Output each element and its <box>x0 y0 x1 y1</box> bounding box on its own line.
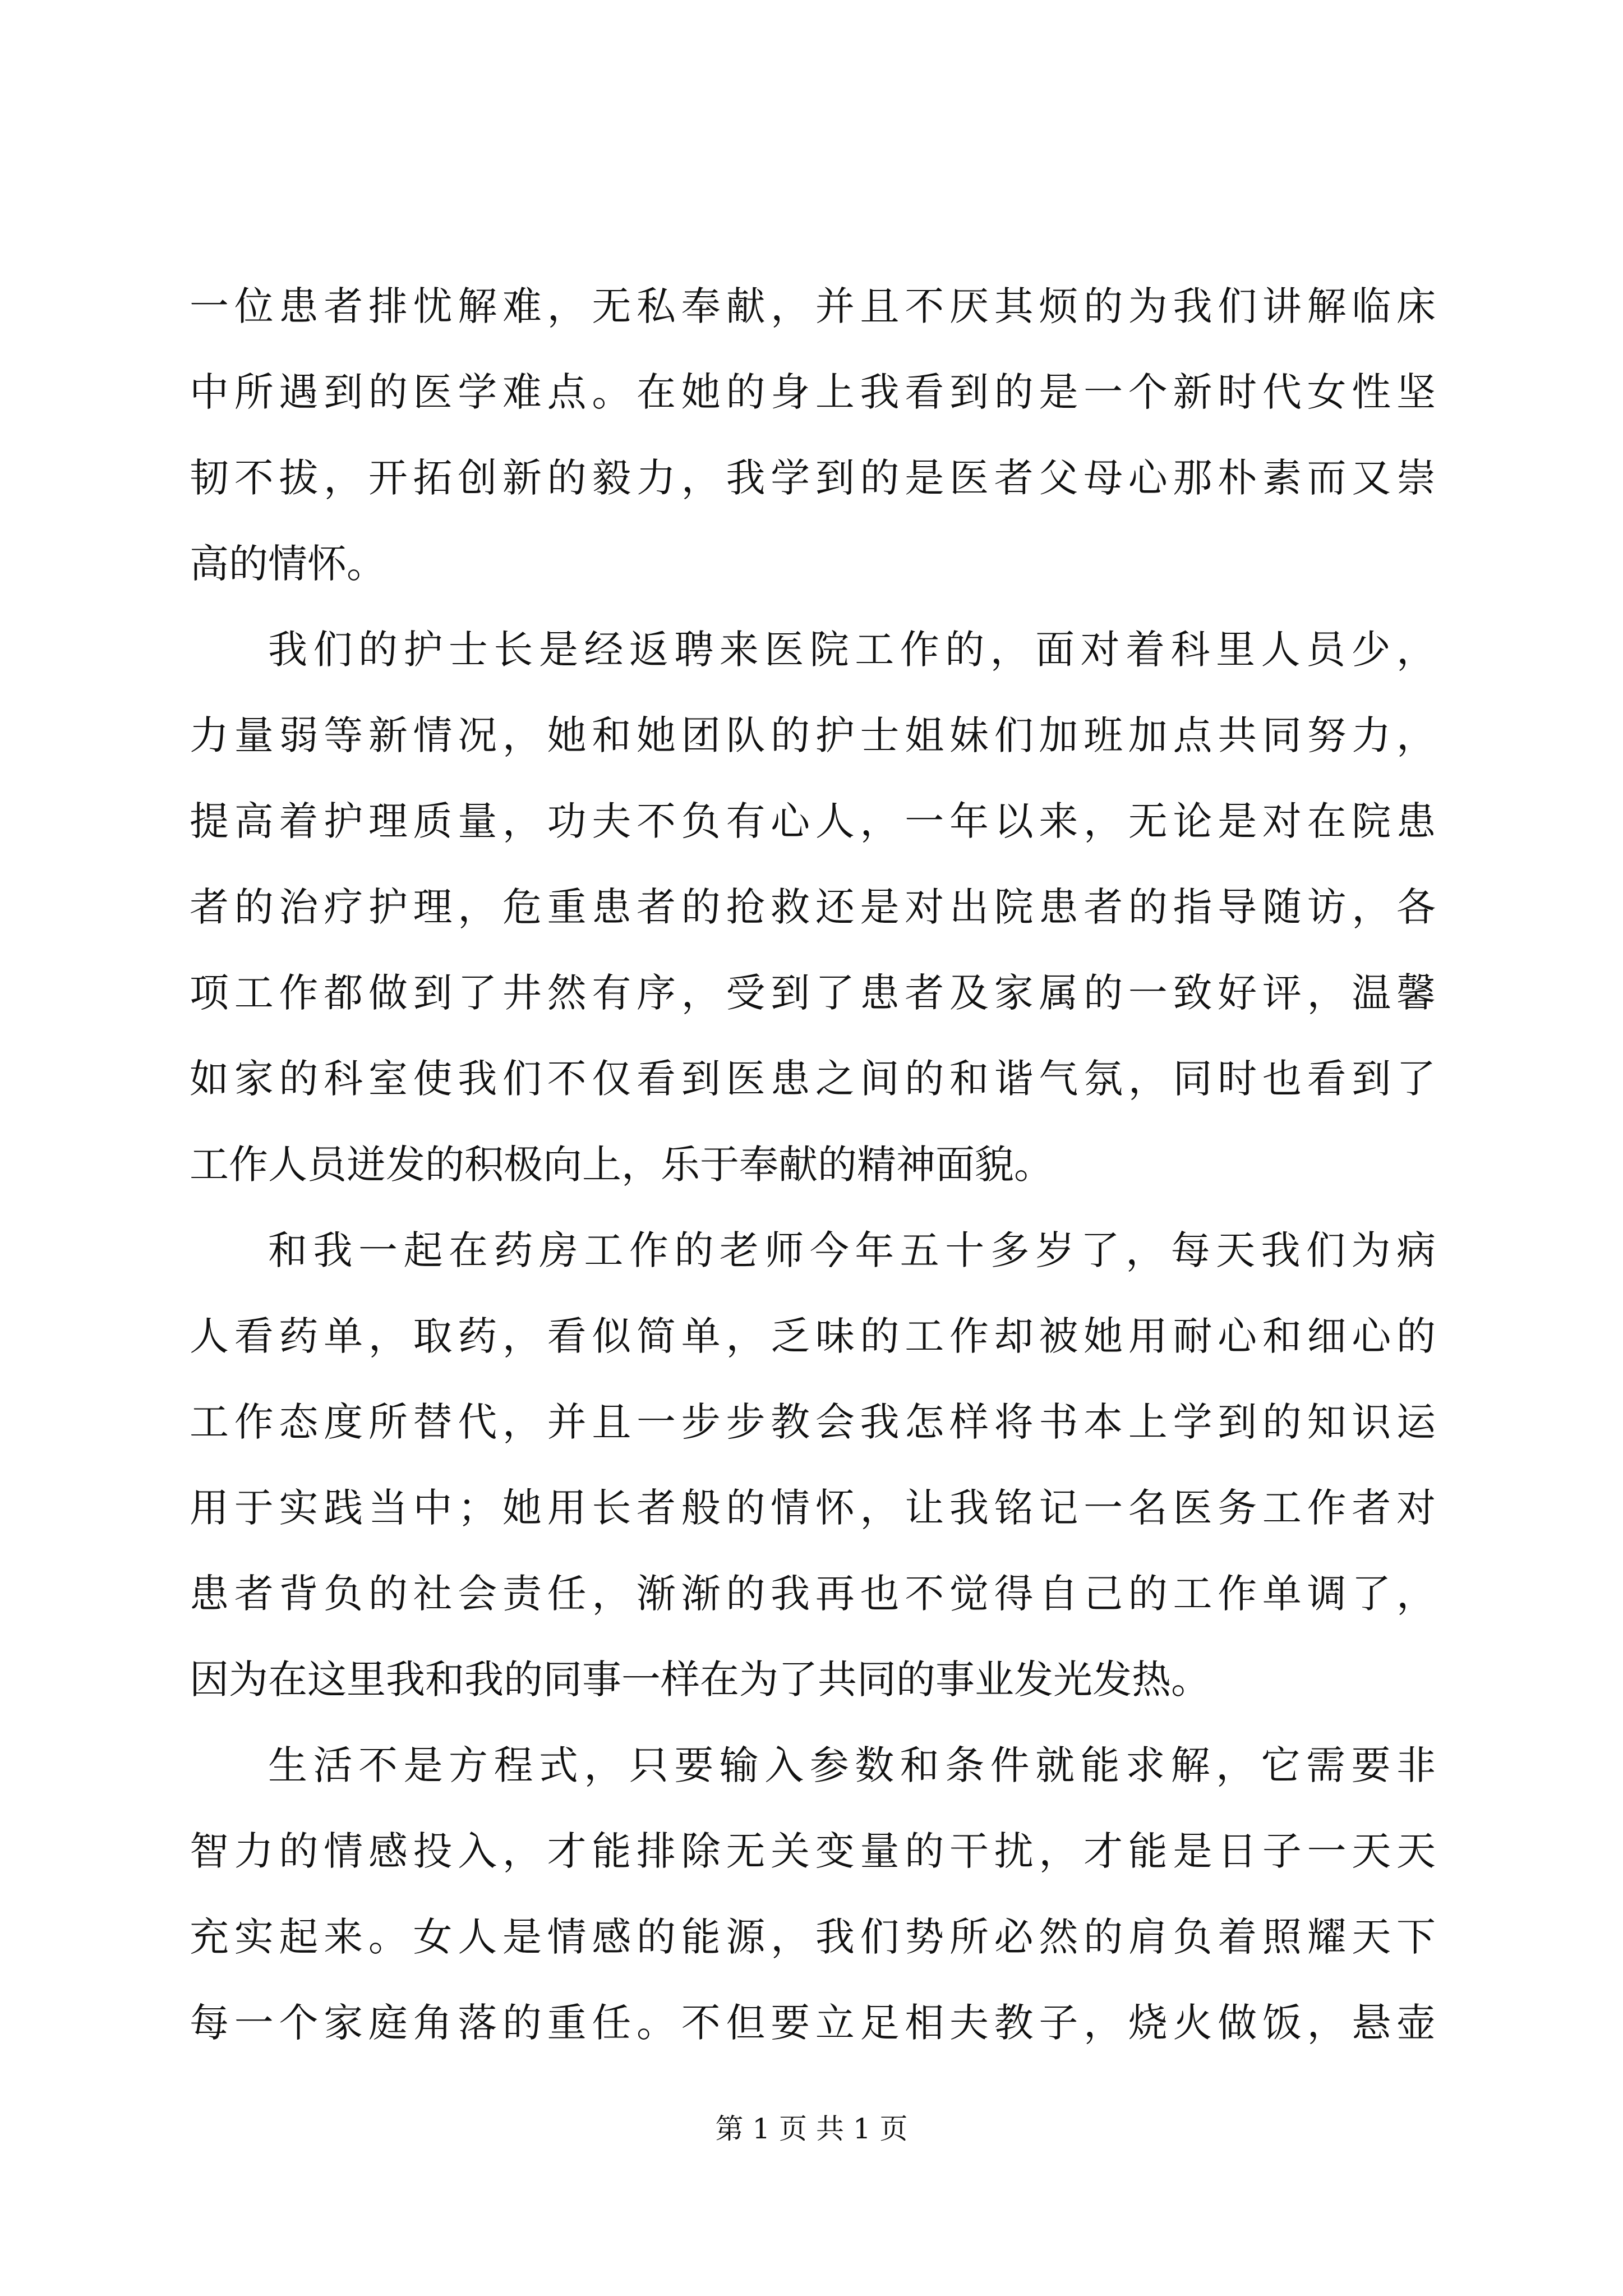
paragraph-first-line: 生活不是方程式，只要输入参数和条件就能求解，它需要非 <box>268 1742 1436 1788</box>
text-line: 如家的科室使我们不仅看到医患之间的和谐气氛，同时也看到了 <box>190 1056 1436 1102</box>
paragraph-first-line: 和我一起在药房工作的老师今年五十多岁了，每天我们为病 <box>268 1227 1436 1273</box>
text-line: 项工作都做到了井然有序，受到了患者及家属的一致好评，温馨 <box>190 970 1436 1016</box>
text-line: 人看药单，取药，看似简单，乏味的工作却被她用耐心和细心的 <box>190 1313 1436 1359</box>
text-line: 高的情怀。 <box>190 541 386 587</box>
text-line: 工作态度所替代，并且一步步教会我怎样将书本上学到的知识运 <box>190 1399 1436 1445</box>
text-line: 智力的情感投入，才能排除无关变量的干扰，才能是日子一天天 <box>190 1828 1436 1874</box>
text-line: 充实起来。女人是情感的能源，我们势所必然的肩负着照耀天下 <box>190 1914 1436 1960</box>
text-line: 每一个家庭角落的重任。不但要立足相夫教子，烧火做饭，悬壶 <box>190 2000 1436 2046</box>
text-line: 因为在这里我和我的同事一样在为了共同的事业发光发热。 <box>190 1657 1210 1703</box>
text-line: 工作人员迸发的积极向上，乐于奉献的精神面貌。 <box>190 1142 1053 1188</box>
text-line: 提高着护理质量，功夫不负有心人，一年以来，无论是对在院患 <box>190 798 1436 844</box>
text-line: 力量弱等新情况，她和她团队的护士姐妹们加班加点共同努力， <box>190 712 1436 758</box>
text-line: 韧不拔，开拓创新的毅力，我学到的是医者父母心那朴素而又崇 <box>190 455 1436 501</box>
text-line: 者的治疗护理，危重患者的抢救还是对出院患者的指导随访，各 <box>190 884 1436 930</box>
paragraph-first-line: 我们的护士长是经返聘来医院工作的，面对着科里人员少， <box>268 627 1436 673</box>
text-line: 中所遇到的医学难点。在她的身上我看到的是一个新时代女性坚 <box>190 369 1436 415</box>
page-footer: 第 1 页 共 1 页 <box>715 2113 908 2145</box>
document-body <box>190 264 1436 2066</box>
text-line: 一位患者排忧解难，无私奉献，并且不厌其烦的为我们讲解临床 <box>190 283 1436 329</box>
text-line: 患者背负的社会责任，渐渐的我再也不觉得自己的工作单调了， <box>190 1571 1436 1617</box>
text-line: 用于实践当中；她用长者般的情怀，让我铭记一名医务工作者对 <box>190 1485 1436 1531</box>
